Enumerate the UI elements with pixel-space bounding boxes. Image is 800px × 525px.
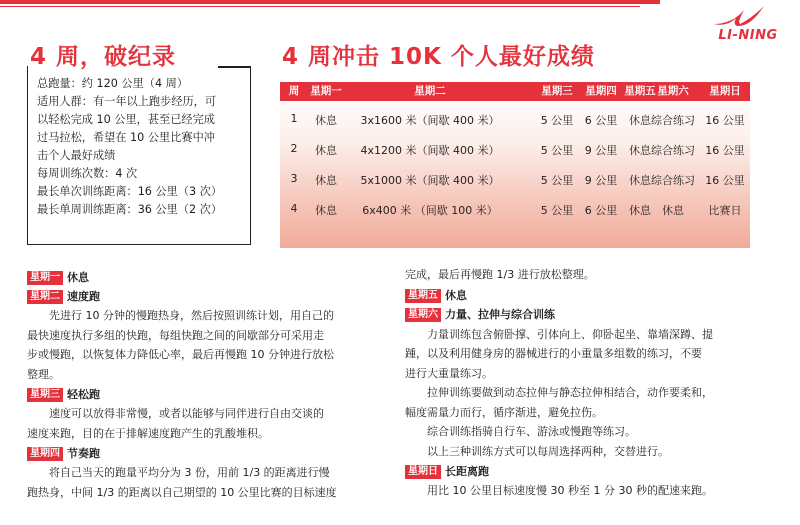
paragraph-line: 将自己当天的跑量平均分为 3 份，用前 1/3 的距离进行慢 (49, 466, 330, 479)
table-cell: 综合练习 (651, 174, 695, 187)
table-header-cell: 星期六 (657, 85, 689, 97)
brand-name: LI-NING (718, 28, 778, 43)
table-cell: 休息 (629, 204, 651, 217)
paragraph-line: 最快速度执行多组的快跑，每组快跑之间的间歇部分可采用走 (27, 328, 324, 342)
table-cell: 休息 (662, 204, 684, 217)
weekday-tag: 星期日 (405, 465, 441, 479)
table-cell: 休息 (315, 144, 337, 157)
table-cell: 5x1000 米（间歇 400 米） (360, 174, 500, 187)
paragraph-line: 用比 10 公里目标速度慢 30 秒至 1 分 30 秒的配速来跑。 (427, 484, 713, 497)
section-title: 休息 (445, 289, 467, 302)
schedule-table-header (280, 82, 750, 101)
table-cell: 5 公里 (540, 174, 574, 187)
table-cell: 16 公里 (705, 144, 745, 157)
paragraph-line: 进行大重量练习。 (405, 366, 493, 380)
summary-line: 最长单次训练距离：16 公里（3 次） (37, 185, 223, 198)
table-cell: 休息 (315, 204, 337, 217)
section-heading (27, 268, 375, 286)
weekday-tag: 星期四 (27, 447, 63, 461)
paragraph-line: 跑热身，中间 1/3 的距离以自己期望的 10 公里比赛的目标速度 (27, 485, 337, 499)
table-cell: 6x400 米 （间歇 100 米） (362, 204, 498, 217)
table-header-cell: 星期四 (585, 85, 617, 97)
paragraph-line: 步或慢跑，以恢复体力降低心率，最后再慢跑 10 分钟进行放松 (27, 348, 334, 361)
table-cell: 休息 (315, 114, 337, 127)
continuation-text: 完成，最后再慢跑 1/3 进行放松整理。 (405, 268, 595, 281)
weekday-tag: 星期六 (405, 308, 441, 322)
table-cell: 9 公里 (584, 174, 618, 187)
summary-line: 每周训练次数：4 次 (37, 167, 138, 180)
summary-line: 适用人群：有一年以上跑步经历，可 (37, 95, 217, 108)
table-cell: 9 公里 (584, 144, 618, 157)
summary-line: 击个人最好成绩 (37, 149, 116, 162)
section-heading (405, 287, 753, 305)
li-ning-swoosh-icon (710, 4, 766, 28)
paragraph-line: 先进行 10 分钟的慢跑热身，然后按照训练计划，用自己的 (49, 309, 334, 322)
summary-text (37, 75, 247, 219)
section-title: 休息 (67, 270, 89, 284)
table-cell: 4 (290, 202, 298, 215)
page-title-right: 4 周冲击 10K 个人最好成绩 (282, 44, 595, 70)
table-cell: 3 (290, 172, 298, 185)
section-title: 轻松跑 (67, 387, 100, 401)
table-cell: 5 公里 (540, 114, 574, 127)
weekday-tag: 星期二 (27, 290, 63, 304)
table-header-cell: 周 (288, 85, 300, 97)
table-header-cell: 星期日 (709, 85, 741, 97)
section-title: 速度跑 (67, 289, 100, 303)
table-cell: 3x1600 米（间歇 400 米） (360, 114, 500, 127)
paragraph-line: 幅度需量力而行，循序渐进，避免拉伤。 (405, 405, 603, 419)
table-cell: 2 (290, 142, 298, 155)
paragraph-line: 力量训练包含俯卧撑、引体向上、仰卧起坐、靠墙深蹲、提 (427, 327, 713, 341)
brand-logo (700, 4, 796, 44)
table-cell: 16 公里 (705, 114, 745, 127)
table-cell: 休息 (629, 174, 651, 187)
table-cell: 5 公里 (540, 204, 574, 217)
schedule-table-body (280, 101, 750, 248)
table-cell: 6 公里 (584, 114, 618, 127)
paragraph-line: 整理。 (27, 367, 60, 381)
weekday-tag: 星期一 (27, 271, 63, 285)
table-cell: 4x1200 米（间歇 400 米） (360, 144, 500, 157)
table-cell: 综合练习 (651, 114, 695, 127)
paragraph-line: 速度可以放得非常慢，或者以能够与同伴进行自由交谈的 (49, 407, 324, 420)
top-rule (0, 0, 660, 4)
section-heading (27, 444, 375, 462)
summary-line: 过马拉松，希望在 10 公里比赛中冲 (37, 131, 215, 144)
page-title-left: 4 周，破纪录 (30, 44, 177, 70)
table-header-cell: 星期一 (310, 85, 342, 97)
section-title: 节奏跑 (67, 446, 100, 460)
table-header-cell: 星期三 (541, 85, 573, 97)
table-header-cell: 星期二 (414, 85, 446, 97)
paragraph-line: 踵，以及利用健身房的器械进行的小重量多组数的练习，不要 (405, 347, 702, 360)
summary-line: 最长单周训练距离：36 公里（2 次） (37, 203, 223, 216)
summary-line: 总跑量：约 120 公里（4 周） (37, 77, 189, 90)
table-cell: 6 公里 (584, 204, 618, 217)
table-cell: 休息 (629, 114, 651, 127)
summary-line: 以轻松完成 10 公里，甚至已经完成 (37, 113, 215, 126)
section-heading (27, 385, 375, 403)
left-column (27, 267, 375, 502)
weekday-tag: 星期三 (27, 388, 63, 402)
summary-box-cap (218, 66, 250, 68)
paragraph-line: 速度来跑，目的在于排解速度跑产生的乳酸堆积。 (27, 426, 269, 440)
paragraph-line: 拉伸训练要做到动态拉伸与静态拉伸相结合，动作要柔和， (427, 386, 713, 399)
section-heading (405, 462, 753, 480)
table-cell: 比赛日 (708, 204, 742, 217)
section-heading (405, 306, 753, 324)
paragraph-line: 综合训练指骑自行车、游泳或慢跑等练习。 (427, 425, 636, 438)
table-cell: 5 公里 (540, 144, 574, 157)
section-heading (27, 287, 375, 305)
table-cell: 1 (290, 112, 298, 125)
table-cell: 休息 (315, 174, 337, 187)
paragraph-line: 以上三种训练方式可以每周选择两种，交替进行。 (427, 444, 669, 458)
table-cell: 休息 (629, 144, 651, 157)
weekday-tag: 星期五 (405, 289, 441, 303)
top-rule-thin (0, 6, 640, 7)
table-cell: 综合练习 (651, 144, 695, 157)
section-title: 力量、拉伸与综合训练 (445, 308, 555, 321)
table-cell: 16 公里 (705, 174, 745, 187)
section-title: 长距离跑 (445, 464, 489, 478)
right-column (405, 265, 753, 501)
table-header-cell: 星期五 (624, 85, 656, 97)
